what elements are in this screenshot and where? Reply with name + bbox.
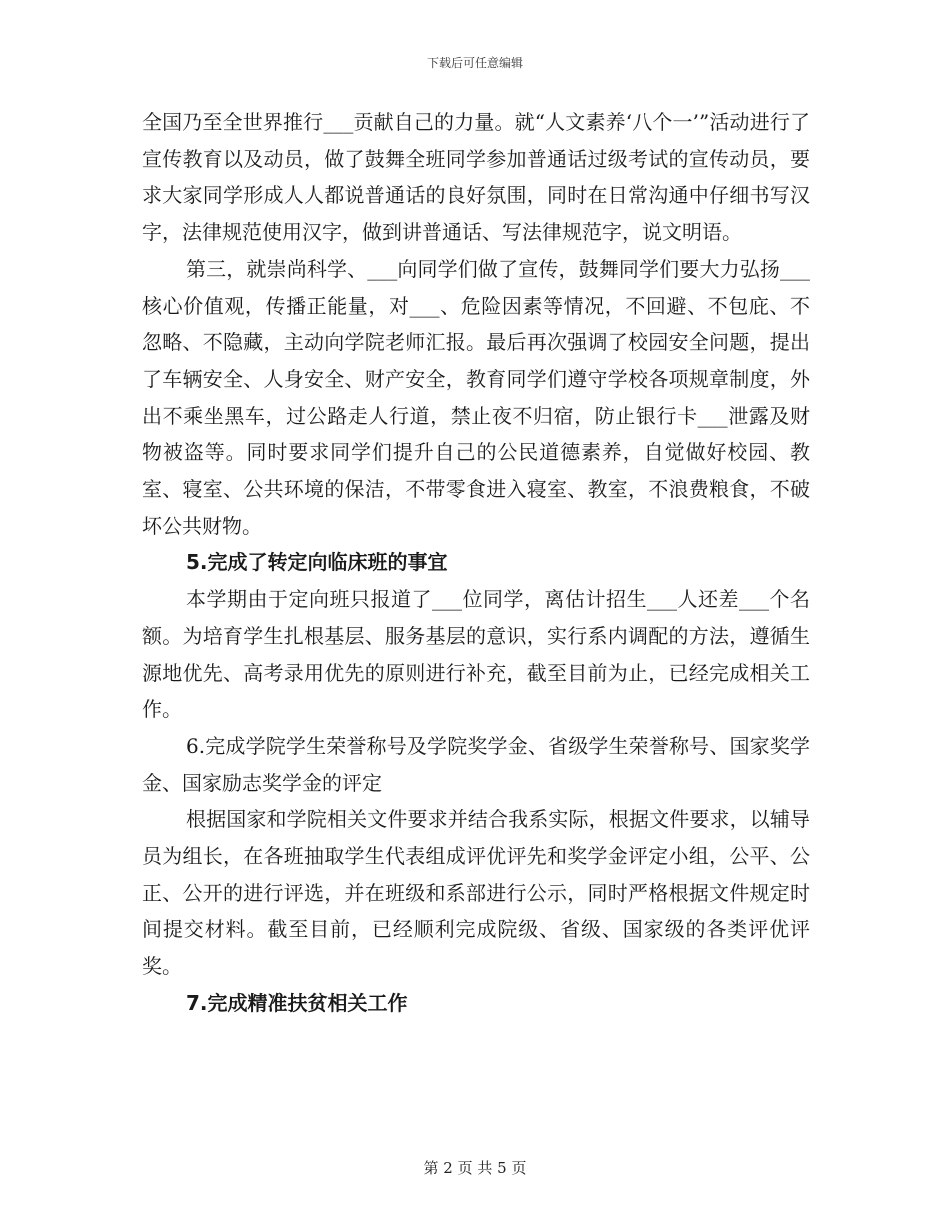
section-heading-5: 5.完成了转定向临床班的事宜 [186, 550, 448, 575]
paragraph-awards-evaluation: 根据国家和学院相关文件要求并结合我系实际，根据文件要求，以辅导员为组长，在各班抽取学生代表组成评优评先和奖学金评定小组，公平、公正、公开的进行评选，并在班级和系部进行公示，同时严格根据文件规定时间提交材料。截至目前，已经顺利完成院级、省级、国家级的各类评优评奖。 [142, 807, 810, 979]
paragraph-directed-class: 本学期由于定向班只报道了___位同学，离估计招生___人还差___个名额。为培育学生扎根基层、服务基层的意识，实行系内调配的方法，遵循生源地优先、高考录用优先的原则进行补充，截至目前为止，已经完成相关工作。 [142, 587, 810, 722]
page-number: 第 2 页 共 5 页 [423, 1159, 527, 1177]
section-heading-7: 7.完成精准扶贫相关工作 [186, 990, 408, 1015]
paragraph-putonghua-campaign: 全国乃至全世界推行___贡献自己的力量。就“人文素养‘八个一’”活动进行了宣传教育以及动员，做了鼓舞全班同学参加普通话过级考试的宣传动员，要求大家同学形成人人都说普通话的良好氛围，同时在日常沟通中仔细书写汉字，法律规范使用汉字，做到讲普通话、写法律规范字，说文明语。 [142, 110, 810, 245]
page-header: 下载后可任意编辑 [426, 56, 523, 70]
section-heading-6: 6.完成学院学生荣誉称号及学院奖学金、省级学生荣誉称号、国家奖学金、国家励志奖学金的评定 [142, 733, 810, 795]
paragraph-science-safety: 第三，就崇尚科学、___向同学们做了宣传，鼓舞同学们要大力弘扬___核心价值观，传播正能量，对___、危险因素等情况，不回避、不包庇、不忽略、不隐藏，主动向学院老师汇报。最后再次强调了校园安全问题，提出了车辆安全、人身安全、财产安全，教育同学们遵守学校各项规章制度，外出不乘坐黑车，过公路走人行道，禁止夜不归宿，防止银行卡___泄露及财物被盗等。同时要求同学们提升自己的公民道德素养，自觉做好校园、教室、寝室、公共环境的保洁，不带零食进入寝室、教室，不浪费粮食，不破坏公共财物。 [142, 256, 810, 538]
document-body [142, 104, 810, 1022]
